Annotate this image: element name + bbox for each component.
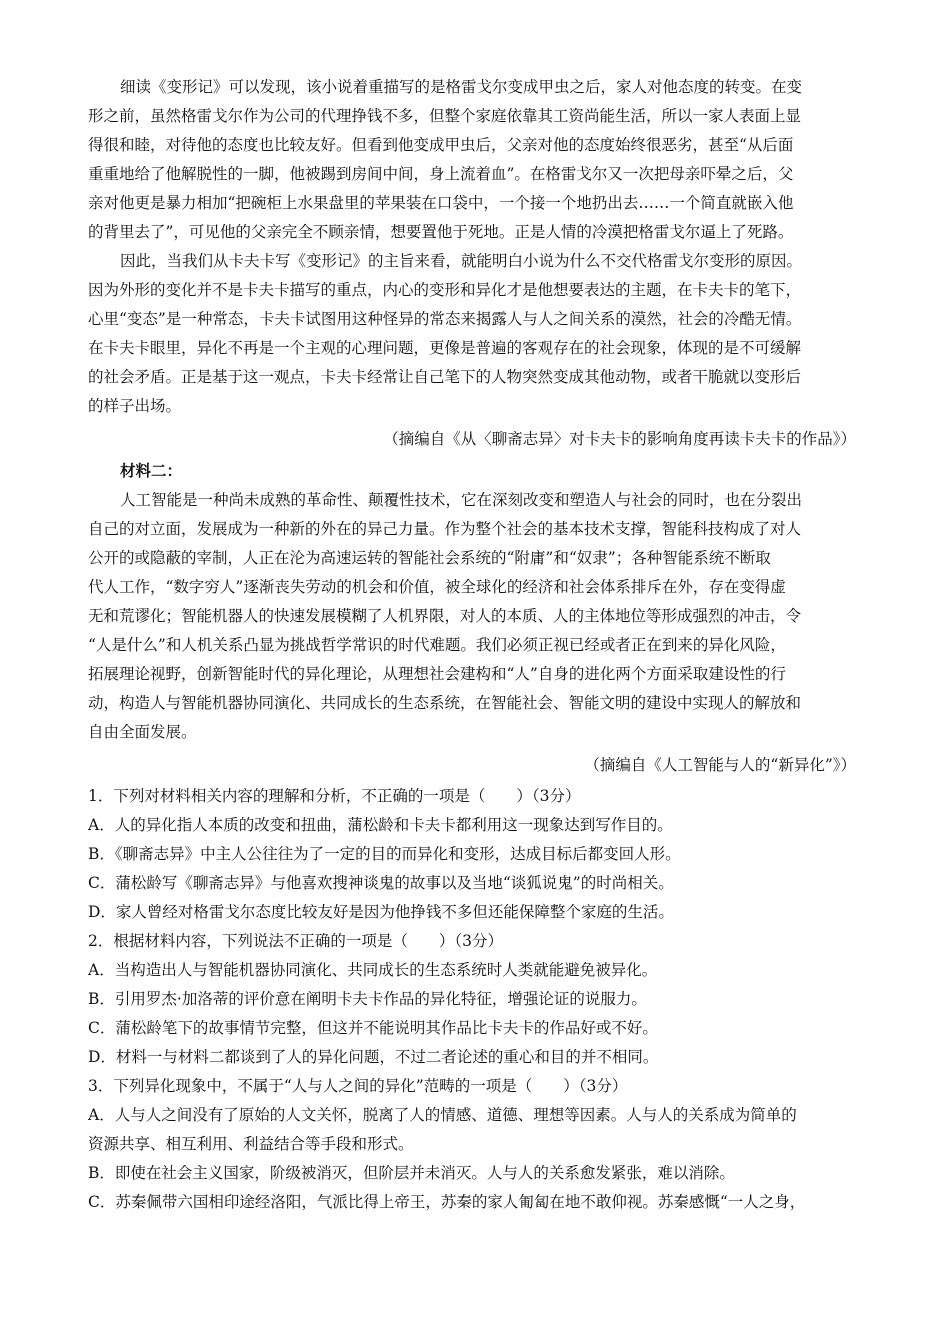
question-option: D．材料一与材料二都谈到了人的异化问题，不过二者论述的重心和目的并不相同。 [88,1048,659,1066]
paragraph-line: 因此，当我们从卡夫卡写《变形记》的主旨来看，就能明白小说为什么不交代格雷戈尔变形的原因。 [120,252,803,270]
paragraph-line: 动，构造人与智能机器协同演化、共同成长的生态系统，在智能社会、智能文明的建设中实现人的解放和 [88,694,802,712]
paragraph-line: 形之前，虽然格雷戈尔作为公司的代理挣钱不多，但整个家庭依靠其工资尚能生活，所以一家人表面上显 [88,107,802,125]
source-citation: （摘编自《人工智能与人的“新异化”》） [584,756,856,774]
paragraph-line: 的样子出场。 [88,397,182,415]
paragraph-line: 自己的对立面，发展成为一种新的外在的异己力量。作为整个社会的基本技术支撑，智能科技构成了对人 [88,520,802,538]
question-option: C．蒲松龄写《聊斋志异》与他喜欢搜神谈鬼的故事以及当地“谈狐说鬼”的时尚相关。 [88,874,674,892]
paragraph-line: 人工智能是一种尚未成熟的革命性、颠覆性技术，它在深刻改变和塑造人与社会的同时，也在分裂出 [120,491,803,509]
paragraph-line: 的背里去了”，可见他的父亲完全不顾亲情，想要置他于死地。正是人情的冷漠把格雷戈尔逼上了死路。 [88,223,794,241]
source-citation: （摘编自《从〈聊斋志异〉对卡夫卡的影响角度再读卡夫卡的作品》） [383,430,856,448]
paragraph-line: 自由全面发展。 [88,723,197,741]
question-option: C．蒲松龄笔下的故事情节完整，但这并不能说明其作品比卡夫卡的作品好或不好。 [88,1019,658,1037]
paragraph-line: 重重地给了他解脱性的一脚，他被踢到房间中间，身上流着血”。在格雷戈尔又一次把母亲吓晕之后，父 [88,165,794,183]
question-option: 资源共享、相互利用、利益结合等手段和形式。 [88,1135,414,1153]
paragraph-line: 无和荒谬化；智能机器人的快速发展模糊了人机界限，对人的本质、人的主体地位等形成强烈的冲击，令 [88,607,802,625]
question-stem: 1．下列对材料相关内容的理解和分析，不正确的一项是（ ）（3分） [88,787,581,805]
question-option: D．家人曾经对格雷戈尔态度比较友好是因为他挣钱不多但还能保障整个家庭的生活。 [88,903,674,921]
paragraph-line: 拓展理论视野，创新智能时代的异化理论，从理想社会建构和“人”自身的进化两个方面采取建设性的行 [88,665,786,683]
paragraph-line: 得很和睦，对待他的态度也比较友好。但看到他变成甲虫后，父亲对他的态度始终很恶劣，甚至“从后面 [88,136,794,154]
question-stem: 3．下列异化现象中，不属于“人与人之间的异化”范畴的一项是（ ）（3分） [88,1077,628,1095]
question-option: A．人的异化指人本质的改变和扭曲，蒲松龄和卡夫卡都利用这一现象达到写作目的。 [88,816,673,834]
paragraph-line: 心里“变态”是一种常态，卡夫卡试图用这种怪异的常态来揭露人与人之间关系的漠然，社会的冷酷无情。 [88,310,802,328]
question-option: B．引用罗杰·加洛蒂的评价意在阐明卡夫卡作品的异化特征，增强论证的说服力。 [88,990,647,1008]
paragraph-line: 细读《变形记》可以发现，该小说着重描写的是格雷戈尔变成甲虫之后，家人对他态度的转变。在变 [120,78,803,96]
question-option: A．人与人之间没有了原始的人文关怀，脱离了人的情感、道德、理想等因素。人与人的关系成为简单的 [88,1106,797,1124]
paragraph-line: “人是什么”和人机关系凸显为挑战哲学常识的时代难题。我们必须正视已经或者正在到来的异化风险， [88,636,786,654]
question-option: B．即使在社会主义国家，阶级被消灭，但阶层并未消灭。人与人的关系愈发紧张，难以消除。 [88,1164,735,1182]
paragraph-line: 代人工作，“数字穷人”逐渐丧失劳动的机会和价值，被全球化的经济和社会体系排斥在外，存在变得虚 [88,578,786,596]
question-option: A．当构造出人与智能机器协同演化、共同成长的生态系统时人类就能避免被异化。 [88,961,658,979]
question-option: C．苏秦佩带六国相印途经洛阳，气派比得上帝王，苏秦的家人匍匐在地不敢仰视。苏秦感慨“一人之身， [88,1193,806,1211]
section-heading: 材料二： [120,461,183,480]
question-stem: 2．根据材料内容，下列说法不正确的一项是（ ）（3分） [88,932,503,950]
paragraph-line: 的社会矛盾。正是基于这一观点，卡夫卡经常让自己笔下的人物突然变成其他动物，或者干脆就以变形后 [88,368,802,386]
paragraph-line: 因为外形的变化并不是卡夫卡描写的重点，内心的变形和异化才是他想要表达的主题，在卡夫卡的笔下， [88,281,802,299]
paragraph-line: 亲对他更是暴力相加“把碗柜上水果盘里的苹果装在口袋中，一个接一个地扔出去……一个简直就嵌入他 [88,194,794,212]
paragraph-line: 公开的或隐蔽的宰制，人正在沦为高速运转的智能社会系统的“附庸”和“奴隶”；各种智能系统不断取 [88,549,771,567]
question-option: B．《聊斋志异》中主人公往往为了一定的目的而异化和变形，达成目标后都变回人形。 [88,845,681,863]
paragraph-line: 在卡夫卡眼里，异化不再是一个主观的心理问题，更像是普遍的客观存在的社会现象，体现的是不可缓解 [88,339,802,357]
